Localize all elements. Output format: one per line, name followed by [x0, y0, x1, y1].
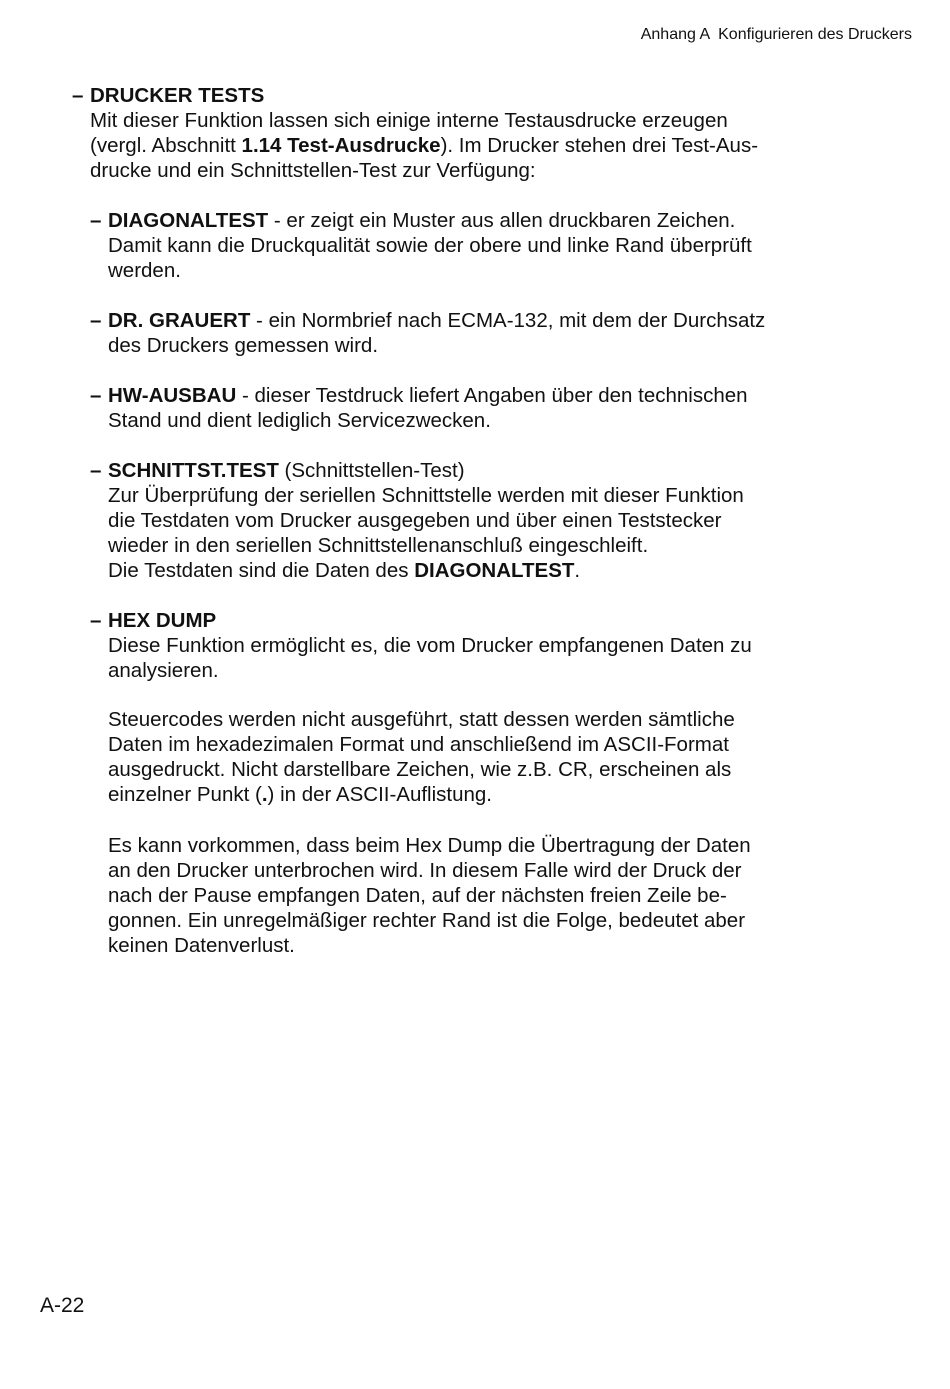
item-dr-grauert: [90, 308, 765, 358]
text: .: [574, 559, 581, 582]
item-text: - dieser Testdruck liefert Angaben über den technischen: [236, 384, 748, 407]
text: ) in der ASCII-Auflistung.: [267, 783, 493, 806]
section-line: [90, 108, 758, 133]
item-term: DIAGONALTEST: [108, 209, 269, 232]
paragraph-line: Es kann vorkommen, dass beim Hex Dump die Übertragung der Daten: [108, 834, 751, 857]
dash: –: [72, 84, 84, 107]
item-heading: [90, 458, 744, 483]
hex-dump-paragraph-3: [108, 833, 751, 958]
text: Mit dieser Funktion lassen sich einige interne Testausdrucke erzeugen: [90, 109, 728, 132]
dot-symbol: .: [261, 783, 268, 806]
item-body: [90, 408, 748, 433]
cross-reference: 1.14 Test-Ausdrucke: [241, 134, 441, 157]
item-heading: [90, 208, 752, 233]
hex-dump-paragraph-2: [108, 707, 735, 807]
section-line: [90, 133, 758, 158]
item-line: wieder in den seriellen Schnittstellenanschluß eingeschleift.: [108, 534, 649, 557]
item-line: Stand und dient lediglich Servicezwecken.: [108, 409, 491, 432]
item-text: - ein Normbrief nach ECMA-132, mit dem der Durchsatz: [250, 309, 766, 332]
item-term: SCHNITTST.TEST: [108, 459, 279, 482]
text: drucke und ein Schnittstellen-Test zur Verfügung:: [90, 159, 536, 182]
dash: –: [90, 459, 102, 482]
item-hex-dump: [90, 608, 752, 683]
item-term: DR. GRAUERT: [108, 309, 251, 332]
section-heading: [72, 83, 758, 108]
item-heading: [90, 383, 748, 408]
item-text: - er zeigt ein Muster aus allen druckbaren Zeichen.: [268, 209, 736, 232]
dash: –: [90, 384, 102, 407]
paragraph-line: gonnen. Ein unregelmäßiger rechter Rand ist die Folge, bedeutet aber: [108, 909, 746, 932]
item-term: HW-AUSBAU: [108, 384, 237, 407]
item-diagonaltest: [90, 208, 752, 283]
item-body: [90, 483, 744, 583]
paragraph-line: Steuercodes werden nicht ausgeführt, statt dessen werden sämtliche: [108, 708, 735, 731]
section-title: DRUCKER TESTS: [90, 84, 265, 107]
paragraph-line: [108, 782, 735, 807]
dash: –: [90, 209, 102, 232]
item-line: werden.: [108, 259, 181, 282]
item-body: [90, 233, 752, 283]
item-line: die Testdaten vom Drucker ausgegeben und über einen Teststecker: [108, 509, 722, 532]
item-line: analysieren.: [108, 659, 219, 682]
item-line: [108, 558, 744, 583]
dash: –: [90, 609, 102, 632]
page-number: A-22: [40, 1294, 85, 1317]
paragraph-line: keinen Datenverlust.: [108, 934, 295, 957]
paragraph-line: ausgedruckt. Nicht darstellbare Zeichen, wie z.B. CR, erscheinen als: [108, 758, 732, 781]
item-line: Diese Funktion ermöglicht es, die vom Drucker empfangenen Daten zu: [108, 634, 752, 657]
dash: –: [90, 309, 102, 332]
text: einzelner Punkt (: [108, 783, 262, 806]
item-heading: [90, 608, 752, 633]
text: Die Testdaten sind die Daten des: [108, 559, 415, 582]
text: ). Im Drucker stehen drei Test-Aus-: [440, 134, 759, 157]
section-line: [90, 158, 758, 183]
item-text: (Schnittstellen-Test): [278, 459, 465, 482]
item-body: [90, 633, 752, 683]
text: (vergl. Abschnitt: [90, 134, 242, 157]
item-term-ref: DIAGONALTEST: [414, 559, 575, 582]
section-body: [72, 108, 758, 183]
item-heading: [90, 308, 765, 333]
paragraph-line: an den Drucker unterbrochen wird. In diesem Falle wird der Druck der: [108, 859, 742, 882]
page-header: Anhang A Konfigurieren des Druckers: [640, 26, 912, 43]
paragraph-line: Daten im hexadezimalen Format und anschließend im ASCII-Format: [108, 733, 729, 756]
item-line: Zur Überprüfung der seriellen Schnittstelle werden mit dieser Funktion: [108, 484, 744, 507]
paragraph-line: nach der Pause empfangen Daten, auf der nächsten freien Zeile be-: [108, 884, 727, 907]
section-drucker-tests: [72, 83, 758, 183]
item-body: [90, 333, 765, 358]
item-hw-ausbau: [90, 383, 748, 433]
item-line: Damit kann die Druckqualität sowie der obere und linke Rand überprüft: [108, 234, 752, 257]
item-term: HEX DUMP: [108, 609, 217, 632]
item-line: des Druckers gemessen wird.: [108, 334, 379, 357]
item-schnittst-test: [90, 458, 744, 583]
